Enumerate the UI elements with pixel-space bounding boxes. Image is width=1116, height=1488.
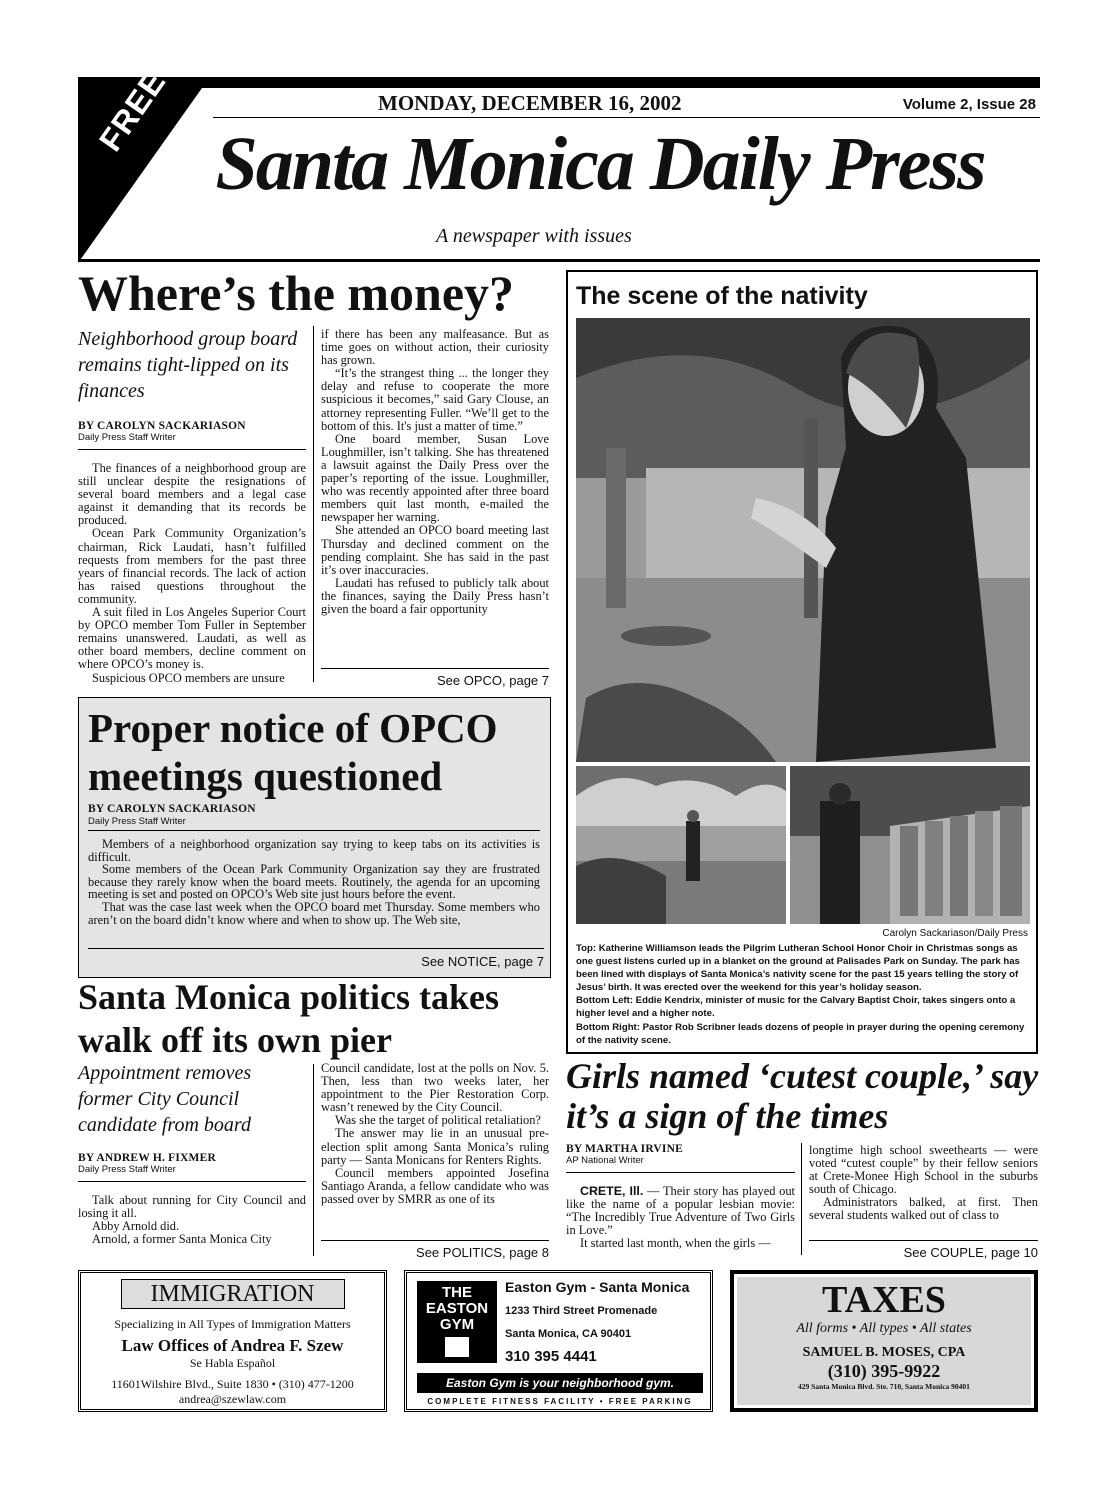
column-divider [313,1064,314,1256]
newspaper-title: Santa Monica Daily Press [215,122,985,206]
gym-ad[interactable] [404,1270,713,1412]
story-couple-headline[interactable]: Girls named ‘cutest couple,’ say it’s a sign of the times [566,1056,1039,1136]
masthead-rule [213,117,1040,118]
story-couple-jump-link[interactable]: See COUPLE, page 10 [903,1245,1038,1260]
story-politics-deck: Appointment removes former City Council candidate from board [78,1062,252,1136]
photo-feature-headline[interactable]: The scene of the nativity [576,282,868,310]
story-money-byline-role: Daily Press Staff Writer [78,432,176,443]
story-politics-headline[interactable]: Santa Monica politics takes walk off its own pier [78,977,500,1060]
story-notice-jump-link[interactable]: See NOTICE, page 7 [421,954,544,969]
photo-feature-box [566,270,1038,1054]
column-divider [313,326,314,682]
masthead [78,63,1040,263]
masthead-bottom-rule [78,259,1040,262]
gym-ad-street: 1233 Third Street Promenade [505,1305,658,1317]
tagline: A newspaper with issues [436,225,632,247]
story-politics-body-col2: Council candidate, lost at the polls on Nov. 5. Then, less than two weeks later, her appointment to the Pier Restoration Corp. wasn’t renewed by the City Council. Was she the target of political retaliation? The answer may lie in an unusual pre-election split among Santa Monica’s ruling party — Santa Monicans for Renters Rights. Council members appointed Josefina Santiago Aranda, a fellow candidate who was passed over by SMRR as one of its [321,1061,549,1206]
photo-caption: Top: Katherine Williamson leads the Pilgrim Lutheran School Honor Choir in Christmas songs as one guest listens curled up in a blanket on the ground at Palisades Park on Sunday. The park has been lined with displays of Santa Monica’s nativity scene for the past 15 years telling the story of Jesus’ birth. It was erected over the weekend for this year’s holiday season. Bottom Left: Eddie Kendrix, minister of music for the Calvary Baptist Choir, takes singers onto a higher level and a higher note. Bottom Right: Pastor Rob Scribner leads dozens of people in prayer during the opening ceremony of the nativity scene. [576,943,1025,1046]
immigration-ad-address: 11601Wilshire Blvd., Suite 1830 • (310) 477-1200 [111,1377,354,1391]
story-politics-body-col1: Talk about running for City Council and losing it all. Abby Arnold did. Arnold, a former Santa Monica City [78,1193,306,1247]
free-label: FREE [92,63,173,158]
story-politics-byline-role: Daily Press Staff Writer [78,1164,176,1175]
story-money-body-col1: The finances of a neighborhood group are still unclear despite the resignations of several board members and a legal case against it demanding that its records be produced. Ocean Park Community Organization’s chairman, Rick Laudati, hasn’t fulfilled requests from members for the past three years of financial records. The lack of action has raised questions throughout the community. A suit filed in Los Angeles Superior Court by OPCO member Tom Fuller in September remains unanswered. Laudati, as well as other board members, decline comment on where OPCO’s money is. Suspicious OPCO members are unsure [78,461,306,685]
story-notice-byline: BY CAROLYN SACKARIASON [88,803,256,815]
immigration-ad-email: andrea@szewlaw.com [178,1392,287,1406]
gym-ad-footer: COMPLETE FITNESS FACILITY • FREE PARKING [427,1397,693,1406]
masthead-top-bar [78,77,1040,88]
story-couple-byline: BY MARTHA IRVINE [566,1143,683,1155]
story-couple-byline-role: AP National Writer [566,1155,644,1166]
nativity-bottom-left-photo [576,766,786,924]
story-politics-col1 [78,1060,306,1246]
story-money-headline[interactable]: Where’s the money? [78,265,515,321]
taxes-ad-subtitle: All forms • All types • All states [796,1321,972,1336]
story-notice-box [78,697,551,978]
taxes-ad-name: SAMUEL B. MOSES, CPA [802,1345,966,1360]
story-notice-body: Members of a neighborhood organization say trying to keep tabs on its activities is difficult. Some members of the Ocean Park Community Organization say they are frustrated because they rarely know when the board meets. Routinely, the agenda for an upcoming meeting is set and posted on OPCO’s Web site just hours before the event. That was the case last week when the OPCO board met Thursday. Some members who aren’t on the board didn’t know where and when to show up. The Web site, [88,837,540,927]
immigration-ad-specialty: Specializing in All Types of Immigration Matters [114,1317,351,1331]
gym-logo: THE EASTON GYM [417,1281,497,1363]
gym-ad-city: Santa Monica, CA 90401 [505,1328,632,1340]
gym-ad-name: Easton Gym - Santa Monica [505,1279,690,1295]
immigration-ad-title: IMMIGRATION [121,1279,345,1309]
issue-date: MONDAY, DECEMBER 16, 2002 [378,91,682,115]
story-couple-col1 [566,1143,795,1250]
immigration-ad-spanish: Se Habla Español [189,1356,276,1370]
story-politics-jump-link[interactable]: See POLITICS, page 8 [416,1245,549,1260]
story-couple-body-col2: longtime high school sweethearts — were voted “cutest couple” by their fellow seniors at Crete-Monee High School in the suburbs south of Chicago. Administrators balked, at first. Then several students walked out of class to [809,1143,1038,1223]
story-politics-byline: BY ANDREW H. FIXMER [78,1152,216,1164]
immigration-ad-firm: Law Offices of Andrea F. Szew [121,1336,344,1355]
story-couple-dateline: CRETE, Ill. [580,1184,644,1198]
taxes-ad-phone: (310) 395-9922 [827,1361,941,1381]
story-couple-body-col1: CRETE, Ill. — Their story has played out like the name of a popular lesbian movie: “The Incredibly True Adventure of Two Girls in Love.” It started last month, when the girls — [566,1184,795,1251]
volume-issue: Volume 2, Issue 28 [902,96,1036,113]
story-money-deck: Neighborhood group board remains tight-lipped on its finances [78,328,298,402]
story-money-col1 [78,326,306,685]
story-notice-headline[interactable]: Proper notice of OPCO meetings questioned [88,705,498,799]
taxes-ad-title: TAXES [822,1279,946,1321]
story-money-body-col2: if there has been any malfeasance. But as time goes on without action, their curiosity has grown. “It’s the strangest thing ... the longer they delay and refuse to cooperate the more suspicious it becomes,” said Gary Clouse, an attorney representing Fuller. “We’ll get to the bottom of this. It's just a matter of time.” One board member, Susan Love Loughmiller, isn’t talking. She has threatened a lawsuit against the Daily Press over the paper’s reporting of the issue. Loughmiller, who was recently appointed after three board members quit last month, e-mailed the newspaper her warning. She attended an OPCO board meeting last Thursday and declined comment on the pending complaint. She has said in the past it’s over inaccuracies. Laudati has refused to publicly talk about the finances, saying the Daily Press hasn’t given the board a fair opportunity [321,327,549,616]
column-divider [801,1143,802,1255]
gym-logo-icon [445,1337,469,1357]
immigration-ad[interactable] [78,1270,387,1412]
taxes-ad[interactable] [730,1270,1038,1412]
story-money-byline: BY CAROLYN SACKARIASON [78,420,246,432]
gym-ad-slogan: Easton Gym is your neighborhood gym. [417,1373,703,1393]
story-money-jump-link[interactable]: See OPCO, page 7 [436,673,549,688]
nativity-main-photo [576,318,1030,762]
story-notice-byline-role: Daily Press Staff Writer [88,816,186,827]
photo-credit: Carolyn Sackariason/Daily Press [882,928,1028,939]
gym-ad-phone: 310 395 4441 [505,1348,597,1365]
nativity-bottom-right-photo [790,766,1030,924]
taxes-ad-address: 429 Santa Monica Blvd. Ste. 710, Santa Monica 90401 [798,1382,970,1391]
